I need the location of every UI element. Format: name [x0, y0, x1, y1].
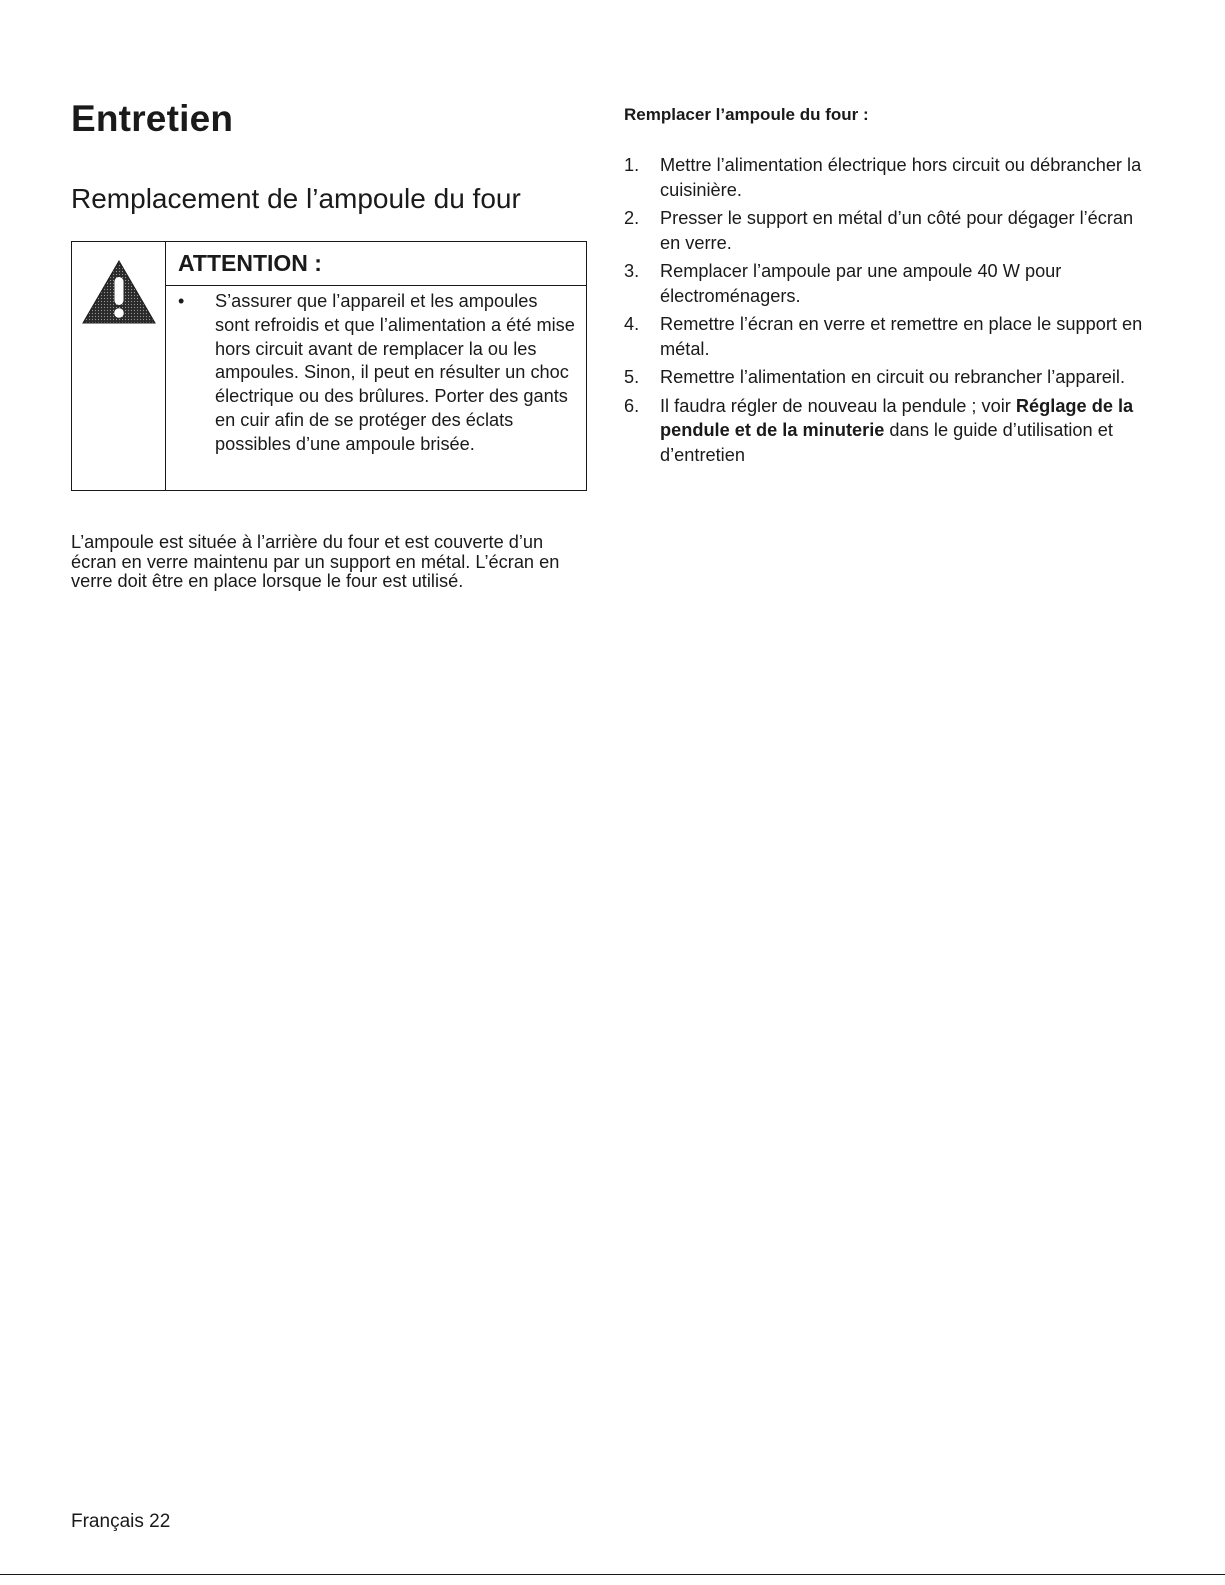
- bullet: •: [178, 291, 185, 311]
- caution-title: ATTENTION :: [178, 250, 322, 276]
- step-text: Remplacer l’ampoule par une ampoule 40 W pour électroménagers.: [660, 261, 1062, 306]
- caution-icon-cell: [72, 242, 166, 490]
- steps-list: [624, 153, 1144, 471]
- step-number: 6.: [624, 395, 640, 416]
- step-1: [624, 153, 1144, 202]
- step-text-before: Il faudra régler de nouveau la pendule ; voir: [660, 395, 1016, 416]
- step-number: 4.: [624, 314, 640, 334]
- caution-box: [71, 241, 587, 491]
- step-number: 1.: [624, 155, 640, 175]
- step-5: [624, 365, 1144, 390]
- step-4: [624, 312, 1144, 361]
- intro-paragraph: L’ampoule est située à l’arrière du four et est couverte d’un écran en verre maintenu par un support en métal. L’écran en verre doit être en place lorsque le four est utilisé.: [71, 532, 560, 591]
- step-number: 5.: [624, 367, 640, 387]
- step-text: Presser le support en métal d’un côté pour dégager l’écran en verre.: [660, 208, 1134, 253]
- caution-text: S’assurer que l’appareil et les ampoules sont refroidis et que l’alimentation a été mise hors circuit avant de remplacer la ou les ampoules. Sinon, il peut en résulter un choc électrique ou des brûlures. Porter des gants en cuir afin de se protéger des éclats possibles d’une ampoule brisée.: [215, 291, 575, 454]
- steps-heading: Remplacer l’ampoule du four :: [624, 105, 869, 124]
- step-6: [624, 394, 1144, 468]
- step-2: [624, 206, 1144, 255]
- step-text: Mettre l’alimentation électrique hors circuit ou débrancher la cuisinière.: [660, 155, 1142, 200]
- step-text-after: dans le guide d’utilisation et d’entretien: [660, 420, 1113, 465]
- step-text: Remettre l’alimentation en circuit ou rebrancher l’appareil.: [660, 367, 1126, 387]
- caution-header: [166, 242, 586, 286]
- cross-reference: Réglage de la pendule et de la minuterie: [660, 395, 1134, 440]
- warning-triangle-icon: [79, 255, 159, 327]
- page-title: Entretien: [71, 98, 234, 139]
- page-number: Français 22: [71, 1511, 171, 1532]
- bottom-rule: [0, 1574, 1225, 1575]
- step-number: 3.: [624, 261, 640, 281]
- step-3: [624, 259, 1144, 308]
- section-title: Remplacement de l’ampoule du four: [71, 183, 521, 214]
- step-text: Remettre l’écran en verre et remettre en place le support en métal.: [660, 314, 1143, 359]
- step-number: 2.: [624, 208, 640, 228]
